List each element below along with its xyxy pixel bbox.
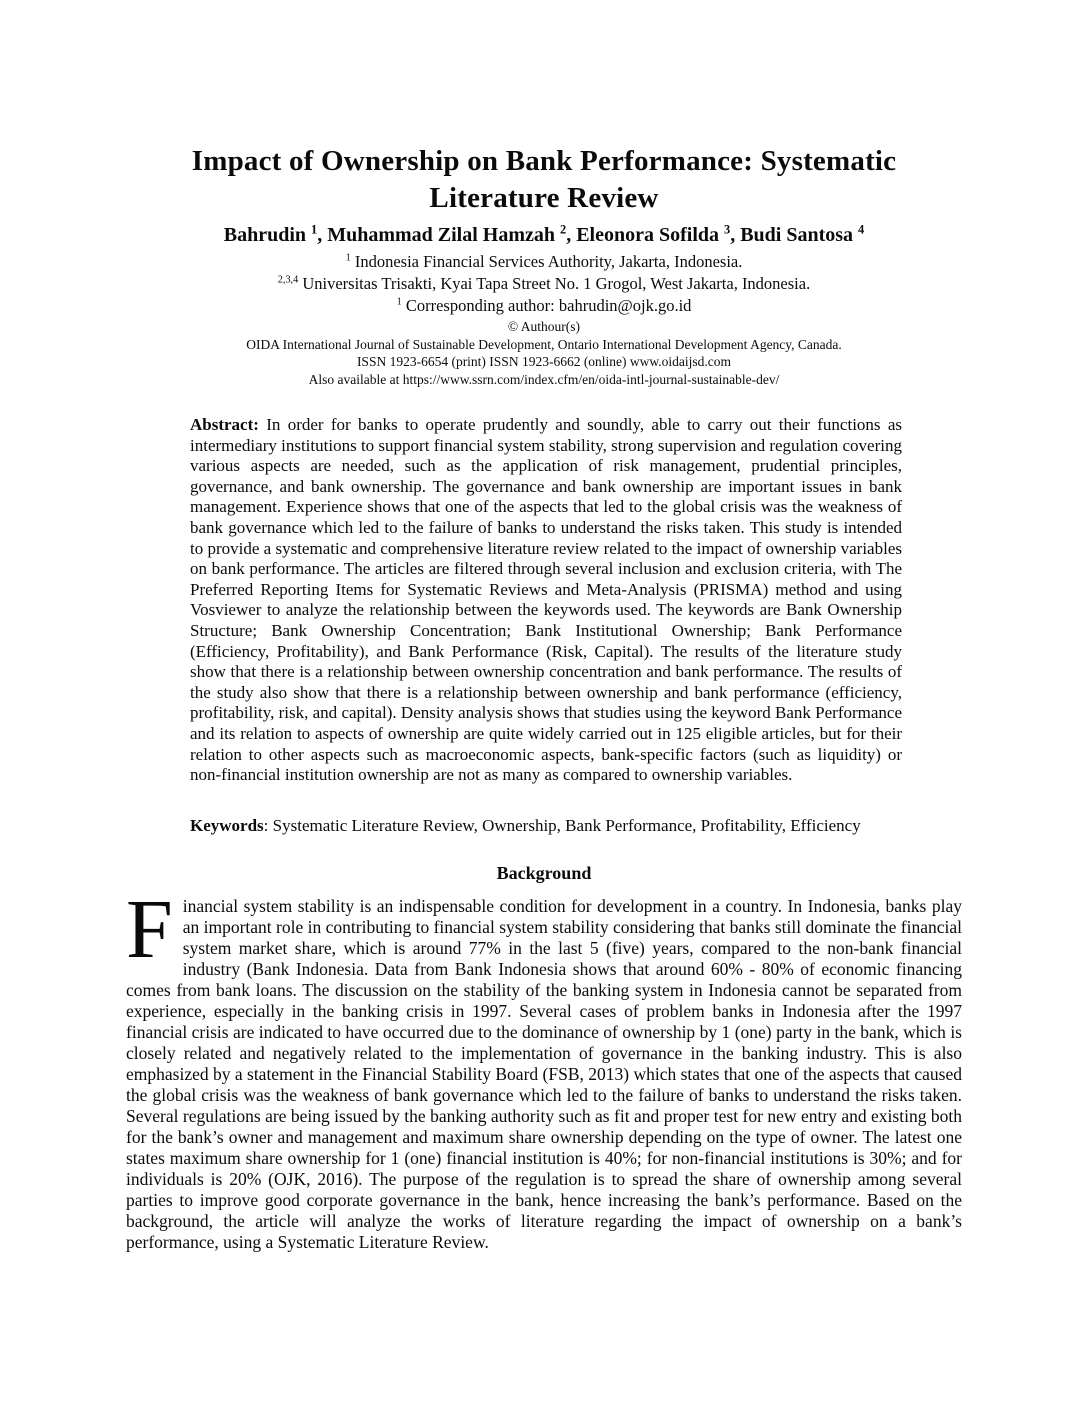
affiliation-line-2 bbox=[0, 273, 1088, 295]
corresponding-author-line bbox=[0, 295, 1088, 317]
author-3-superscript: 3 bbox=[724, 222, 731, 237]
corresponding-author-text: Corresponding author: bahrudin@ojk.go.id bbox=[401, 296, 692, 315]
author-4-name: Budi Santosa bbox=[740, 224, 859, 246]
corresponding-author-superscript: 1 bbox=[396, 296, 402, 308]
paper-title: Impact of Ownership on Bank Performance: Systematic Literature Review bbox=[191, 145, 897, 215]
affiliation-1-superscript: 1 bbox=[345, 252, 351, 264]
author-2-superscript: 2 bbox=[560, 222, 567, 237]
author-3-name: Eleonora Sofilda bbox=[576, 224, 724, 246]
background-paragraph bbox=[126, 882, 962, 1253]
abstract-paragraph bbox=[190, 415, 902, 786]
dropcap-letter: F bbox=[126, 882, 173, 976]
author-2 bbox=[327, 224, 576, 246]
background-text: inancial system stability is an indispensable condition for development in a country. In Indonesia, banks play an important role in contributing to financial system stability considering that banks still dominate the financial system market share, which is around 77% in the last 5 (five) years, compared to the non-bank financial industry (Bank Indonesia. Data from Bank Indonesia shows that around 60% - 80% of economic financing comes from bank loans. The discussion on the stability of the banking system in Indonesia cannot be separated from experience, especially in the banking crisis in 1997. Several cases of problem banks in Indonesia after the 1997 financial crisis are indicated to have occurred due to the dominance of ownership by 1 (one) party in the bank, which is closely related and negatively related to the implementation of governance in the banking industry. This is also emphasized by a statement in the Financial Stability Board (FSB, 2013) which states that one of the aspects that caused the global crisis was the weakness of bank governance which led to the failure of banks to understand the risks taken. Several regulations are being issued by the banking authority such as fit and proper test for new entry and existing both for the bank’s owner and management and maximum share ownership depending on the type of owner. The latest one states maximum share ownership for 1 (one) financial institution is 40%; for non-financial institutions is 30%; and for individuals is 20% (OJK, 2016). The purpose of the regulation is to spread the share of ownership among several parties to improve good corporate governance in the bank, hence increasing the bank’s performance. Based on the background, the article will analyze the works of literature regarding the impact of ownership on a bank’s performance, using a Systematic Literature Review. bbox=[126, 895, 962, 1252]
imprint-journal: OIDA International Journal of Sustainable Development, Ontario International Development Agency, Canada. bbox=[246, 336, 842, 352]
affiliation-2-text: Universitas Trisakti, Kyai Tapa Street No. 1 Grogol, West Jakarta, Indonesia. bbox=[298, 274, 811, 293]
author-1-name: Bahrudin bbox=[223, 224, 311, 246]
abstract-text: In order for banks to operate prudently and soundly, able to carry out their functions as intermediary institutions to support financial system stability, strong supervision and regulation covering various aspects are needed, such as the application of risk management, prudential principles, governance, and bank ownership. The governance and bank ownership are important issues in bank management. Experience shows that one of the aspects that led to the global crisis was the weakness of bank governance which led to the failure of banks to understand the risks taken. This study is intended to provide a systematic and comprehensive literature review related to the impact of ownership variables on bank performance. The articles are filtered through several inclusion and exclusion criteria, with The Preferred Reporting Items for Systematic Reviews and Meta-Analysis (PRISMA) method and using Vosviewer to analyze the relationship between the keywords used. The keywords are Bank Ownership Structure; Bank Ownership Concentration; Bank Institutional Ownership; Bank Performance (Efficiency, Profitability), and Bank Performance (Risk, Capital). The results of the literature study show that there is a relationship between ownership concentration and bank performance. The results of the study also show that there is a relationship between ownership and bank performance (efficiency, profitability, risk, and capital). Density analysis shows that studies using the keyword Bank Performance and its relation to aspects of ownership are quite widely carried out in 125 eligible articles, but for their relation to other aspects such as macroeconomic aspects, bank-specific factors (such as liquidity) or non-financial institution ownership are not as many as compared to ownership variables. bbox=[190, 415, 902, 785]
keywords-label: Keywords bbox=[190, 816, 264, 835]
keywords-text: : Systematic Literature Review, Ownership, Bank Performance, Profitability, Efficiency bbox=[263, 816, 861, 835]
author-2-name: Muhammad Zilal Hamzah bbox=[327, 224, 560, 246]
section-heading-background: Background bbox=[496, 862, 592, 883]
author-separator: , bbox=[730, 224, 741, 246]
author-1-superscript: 1 bbox=[311, 222, 318, 237]
imprint-copyright: © Authour(s) bbox=[507, 319, 581, 334]
author-4 bbox=[740, 224, 864, 246]
affiliations-block bbox=[0, 251, 1088, 317]
author-1 bbox=[224, 224, 327, 246]
affiliation-2-superscript: 2,3,4 bbox=[277, 274, 299, 286]
imprint-issn: ISSN 1923-6654 (print) ISSN 1923-6662 (online) www.oidaijsd.com bbox=[356, 354, 732, 369]
affiliation-1-text: Indonesia Financial Services Authority, Jakarta, Indonesia. bbox=[350, 252, 743, 271]
affiliation-line-1 bbox=[0, 251, 1088, 273]
imprint-block bbox=[0, 318, 1088, 388]
authors-line bbox=[0, 224, 1088, 247]
author-3 bbox=[576, 224, 740, 246]
author-separator: , bbox=[317, 224, 328, 246]
author-separator: , bbox=[566, 224, 577, 246]
keywords-block bbox=[190, 815, 902, 836]
imprint-availability: Also available at https://www.ssrn.com/index.cfm/en/oida-intl-journal-sustainable-dev/ bbox=[308, 371, 780, 387]
author-4-superscript: 4 bbox=[858, 222, 865, 237]
abstract-label: Abstract: bbox=[190, 415, 259, 434]
